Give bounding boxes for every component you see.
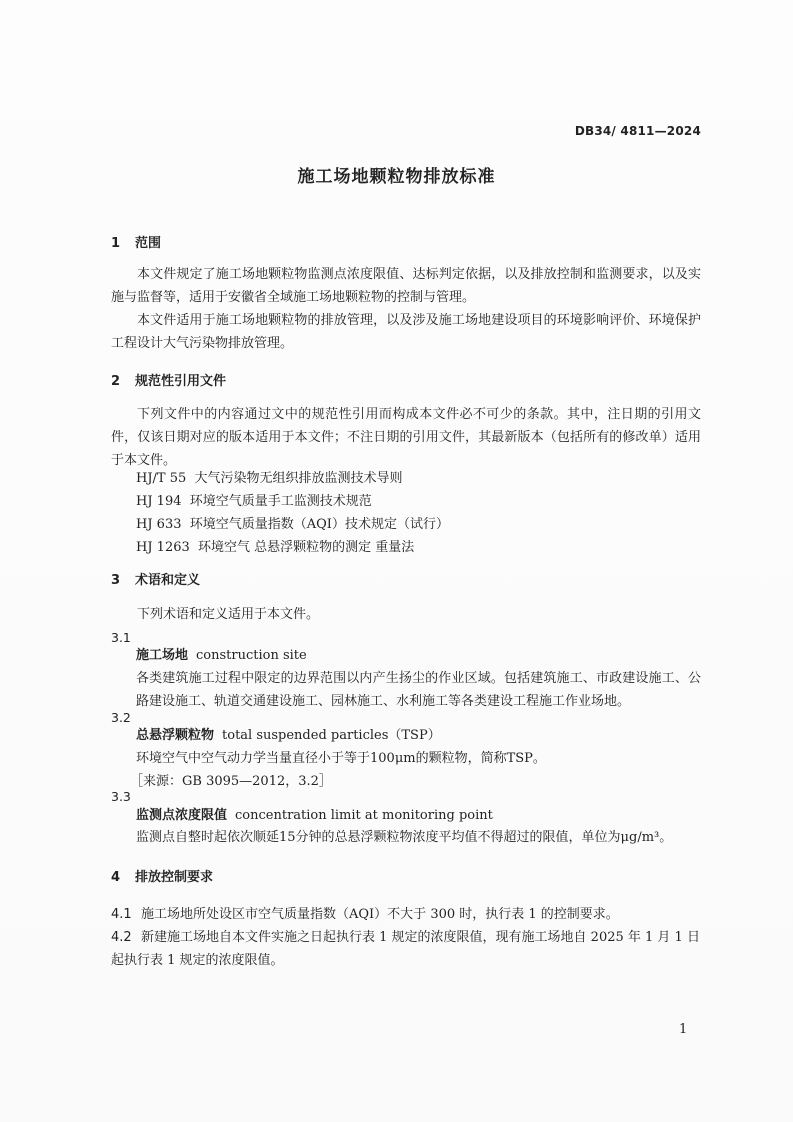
section-number: 2 [111, 374, 121, 389]
clause-text: 施工场地所处设区市空气质量指数（AQI）不大于 300 时，执行表 1 的控制要求。 [141, 907, 619, 922]
clause-4-2 [111, 926, 701, 972]
term-chinese: 监测点浓度限值 [136, 808, 228, 823]
term-concentration-limit [136, 804, 493, 827]
section-2-paragraph-1: 下列文件中的内容通过文中的规范性引用而构成本文件必不可少的条款。其中，注日期的引用文件，仅该日期对应的版本适用于本文件；不注日期的引用文件，其最新版本（包括所有的修改单）适用于本文件。 [111, 407, 701, 468]
section-1-paragraph-2: 本文件适用于施工场地颗粒物的排放管理，以及涉及施工场地建设项目的环境影响评价、环境保护工程设计大气污染物排放管理。 [111, 313, 701, 351]
clause-number: 4.1 [111, 907, 132, 922]
section-4-heading [111, 866, 213, 885]
term-english: total suspended particles（TSP） [222, 728, 441, 743]
term-chinese: 总悬浮颗粒物 [136, 728, 215, 743]
section-1-paragraph-1: 本文件规定了施工场地颗粒物监测点浓度限值、达标判定依据，以及排放控制和监测要求，以及实施与监督等，适用于安徽省全域施工场地颗粒物的控制与管理。 [111, 267, 701, 305]
section-title: 范围 [135, 236, 162, 251]
section-number: 4 [111, 870, 121, 885]
document-title: 施工场地颗粒物排放标准 [297, 167, 496, 187]
section-title: 术语和定义 [135, 573, 201, 588]
section-title: 排放控制要求 [135, 870, 214, 885]
reference-item: HJ 1263 环境空气 总悬浮颗粒物的测定 重量法 [136, 540, 415, 555]
section-number: 1 [111, 236, 121, 251]
section-2-heading [111, 370, 226, 389]
page-number: 1 [679, 1022, 688, 1037]
term-definition: 各类建筑施工过程中限定的边界范围以内产生扬尘的作业区域。包括建筑施工、市政建设施工、公路建设施工、轨道交通建设施工、园林施工、水利施工等各类建设工程施工作业场地。 [136, 671, 701, 709]
term-number-3-2: 3.2 [111, 710, 131, 725]
term-construction-site [136, 644, 307, 667]
clause-text: 新建施工场地自本文件实施之日起执行表 1 规定的浓度限值，现有施工场地自 2025 年 1 月 1 日起执行表 1 规定的浓度限值。 [111, 930, 700, 968]
term-number-3-3: 3.3 [111, 789, 131, 804]
section-number: 3 [111, 573, 121, 588]
section-3-heading [111, 569, 200, 588]
reference-item: HJ 633 环境空气质量指数（AQI）技术规定（试行） [136, 517, 449, 532]
section-3-intro: 下列术语和定义适用于本文件。 [137, 607, 320, 622]
term-source: ［来源：GB 3095—2012，3.2］ [130, 774, 332, 789]
term-definition: 监测点自整时起依次顺延15分钟的总悬浮颗粒物浓度平均值不得超过的限值，单位为μg/m³。 [136, 830, 673, 845]
term-english: concentration limit at monitoring point [235, 808, 493, 823]
term-chinese: 施工场地 [136, 648, 189, 663]
term-tsp [136, 724, 441, 747]
clause-number: 4.2 [111, 930, 132, 945]
term-definition: 环境空气中空气动力学当量直径小于等于100μm的颗粒物，简称TSP。 [136, 751, 546, 766]
section-1-heading [111, 232, 161, 251]
term-number-3-1: 3.1 [111, 630, 131, 645]
reference-item: HJ 194 环境空气质量手工监测技术规范 [136, 494, 372, 509]
reference-item: HJ/T 55 大气污染物无组织排放监测技术导则 [136, 471, 403, 486]
section-title: 规范性引用文件 [135, 374, 227, 389]
term-english: construction site [196, 648, 307, 663]
clause-4-1 [111, 903, 701, 926]
document-code: DB34/ 4811—2024 [574, 124, 701, 138]
